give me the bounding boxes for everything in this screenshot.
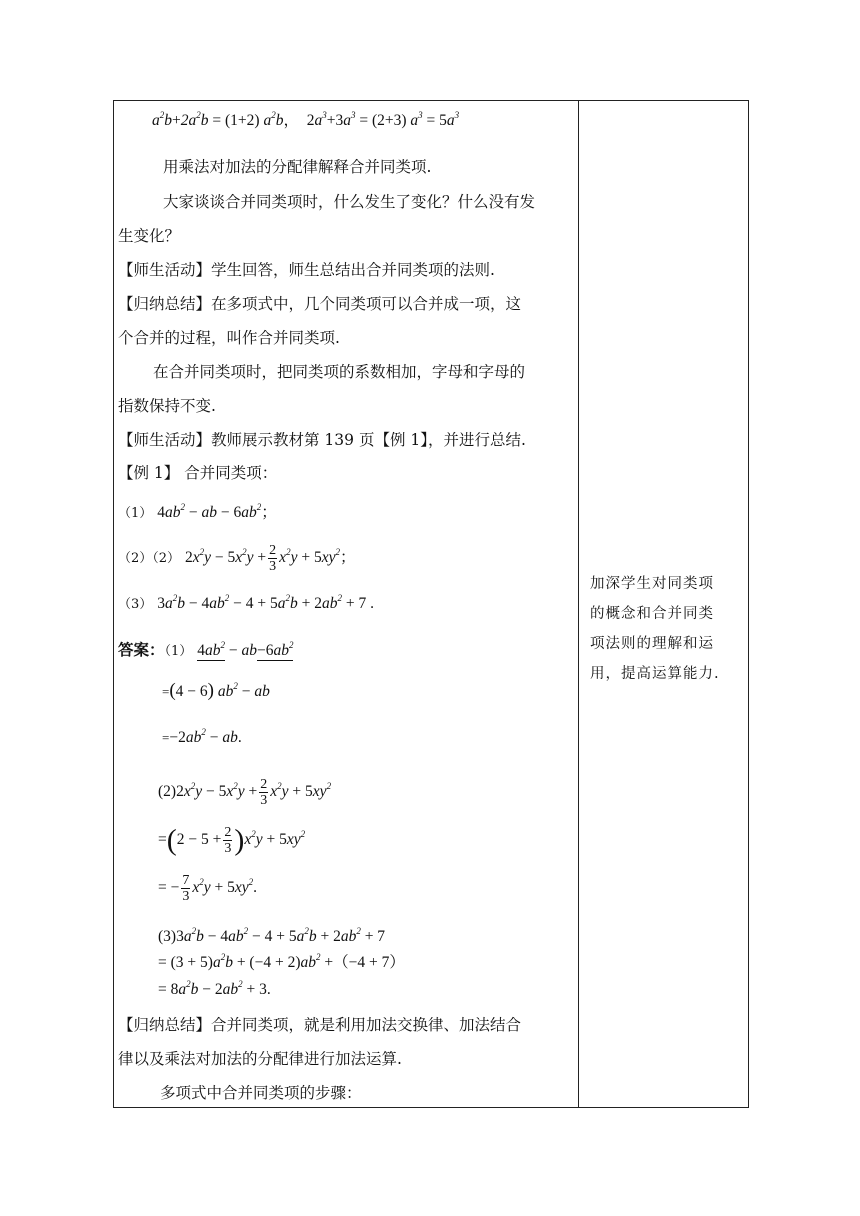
math-step: $(2)2x^2y - 5x^2y$ + $\frac{2}{3}$ $x^2y + 5xy^2$ [158,777,332,808]
math-step: =(4 − 6) $ab^2$ − ab [162,680,270,701]
math-step: = − $\frac{7}{3}$ $x^2y + 5xy^2$. [158,873,258,904]
note-line: 用，提高运算能力. [590,666,720,682]
example-1 [118,501,277,525]
example-label: （3） [118,597,153,612]
text-line: 多项式中合并同类项的步骤： [160,1084,362,1102]
math-expression: $2x^2y - 5x^2y$ + $\frac{2}{3}$ $x^2y + 5xy^2$； [184,543,356,574]
column-divider [578,100,579,1108]
note-line: 加深学生对同类项 [590,576,714,592]
math-step: =(2 − 5 + $\frac{2}{3}$ )$x^2y + 5xy^2$ [158,823,306,857]
text-line: 个合并的过程，叫作合并同类项. [118,329,340,347]
text-line: 在合并同类项时，把同类项的系数相加，字母和字母的 [153,363,526,381]
text-line: 用乘法对加法的分配律解释合并同类项. [163,158,432,176]
text-line: 指数保持不变. [118,397,216,415]
math-step: $(3)3a^2b - 4ab^2 - 4 + 5a^2b + 2ab^2 + 7$ [158,926,386,945]
text-line: 【归纳总结】在多项式中，几个同类项可以合并成一项，这 [118,295,522,313]
text-line: 【归纳总结】合并同类项，就是利用加法交换律、加法结合 [118,1016,522,1034]
math-expression: $4ab^2$ − ab − $6ab^2$； [157,502,277,521]
text-line: 【师生活动】教师展示教材第 139 页【例 1】，并进行总结. [118,431,526,449]
math-expression: $3a^2b - 4ab^2 - 4 + 5a^2b + 2ab^2 + 7$ . [157,593,374,612]
formula-distributive-example: $a^2b+2a^2b = (1+2)$ $a^2b$， $2a^3+3a^3 = (2+3) a^3 = 5a^3$ [152,110,460,129]
note-line: 的概念和合并同类 [590,606,714,622]
math-step: = $8a^2b - 2ab^2 + 3$. [158,979,271,998]
text-line: 律以及乘法对加法的分配律进行加法运算. [118,1050,402,1068]
example-3 [118,592,374,616]
example-label: （2）（2） [118,551,181,567]
text-line: 大家谈谈合并同类项时，什么发生了变化？什么没有发 [163,193,536,211]
answer-label: 答案： [118,640,165,659]
example-label: （1） [118,506,153,521]
math-step: $=-2ab^2$ − ab. [162,727,242,746]
math-expression: $4ab^2 - ab-6ab^2$ [197,640,294,659]
math-step: = $(3 + 5)a^2b + (-4 + 2)ab^2 +(-4 + 7)$ [158,952,405,971]
answer-1 [118,639,293,663]
text-line: 【例 1】 合并同类项： [118,464,278,482]
example-2 [118,543,355,574]
answer-sub-label: （1） [164,644,193,659]
note-line: 项法则的理解和运 [590,636,714,652]
text-line: 【师生活动】学生回答，师生总结出合并同类项的法则. [118,261,495,279]
text-line: 生变化？ [118,227,181,245]
